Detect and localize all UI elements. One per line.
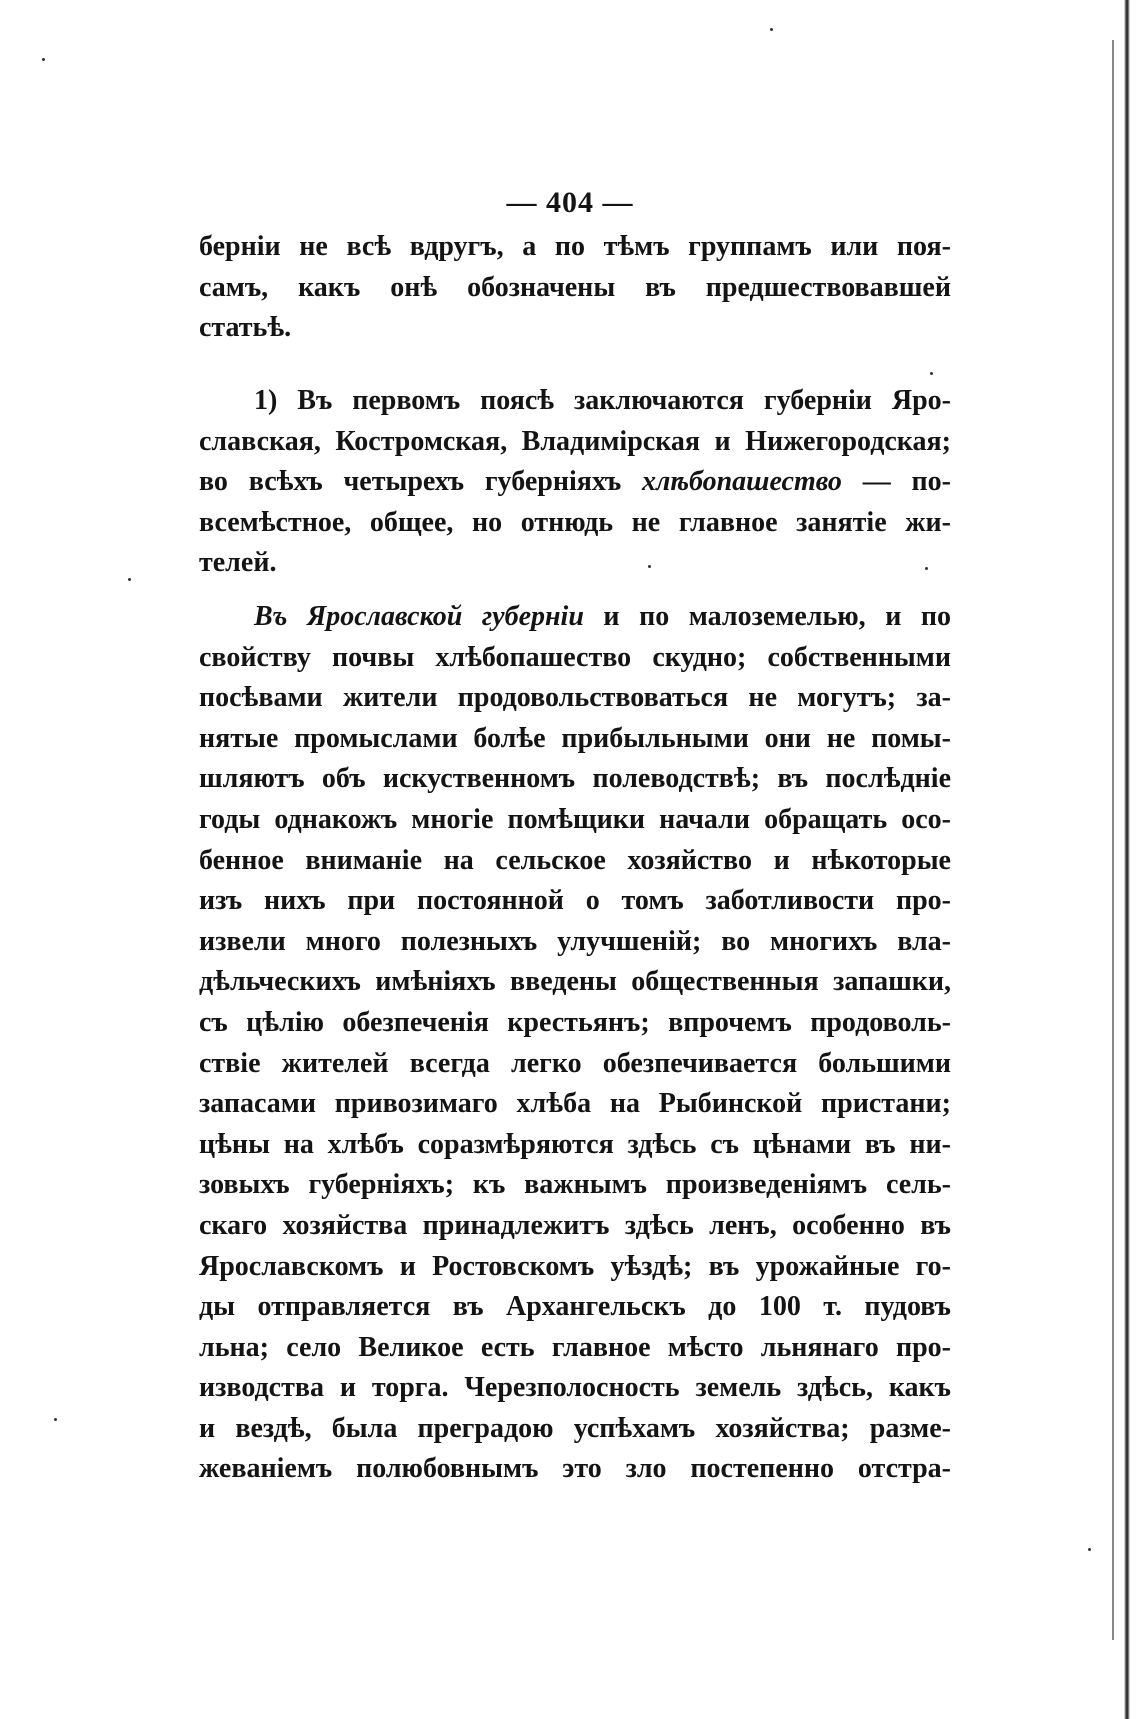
text-line: свойству почвы хлѣбопашество скудно; собственными	[199, 641, 951, 673]
text-line: запасами привозимаго хлѣба на Рыбинской пристани;	[199, 1088, 951, 1120]
text-line: дѣльческихъ имѣніяхъ введены общественныя запашки,	[199, 966, 951, 998]
scan-speck	[930, 372, 933, 375]
paragraph-1	[199, 227, 951, 349]
text-fragment: и по малоземелью, и по	[583, 601, 951, 632]
paragraph-3	[199, 597, 951, 1490]
text-line: льна; село Великое есть главное мѣсто льнянаго про-	[199, 1331, 951, 1363]
text-line: скаго хозяйства принадлежитъ здѣсь ленъ, особенно въ	[199, 1209, 951, 1241]
text-line: извели много полезныхъ улучшеній; во многихъ вла-	[199, 925, 951, 957]
scan-speck	[1088, 1548, 1091, 1551]
text-line: изъ нихъ при постоянной о томъ заботливости про-	[199, 885, 951, 917]
text-line: Ярославскомъ и Ростовскомъ уѣздѣ; въ урожайные го-	[199, 1250, 951, 1282]
text-line: берніи не всѣ вдругъ, а по тѣмъ группамъ или поя-	[199, 231, 951, 262]
text-line: ствіе жителей всегда легко обезпечивается большими	[199, 1047, 951, 1079]
scan-speck	[925, 567, 928, 570]
text-line: статьѣ.	[199, 312, 292, 344]
text-line: съ цѣлію обезпеченія крестьянъ; впрочемъ продоволь-	[199, 1006, 951, 1038]
text-line-with-emphasis	[199, 462, 951, 503]
scan-speck	[128, 578, 131, 581]
scan-speck	[770, 28, 773, 31]
text-line: шляютъ объ искуственномъ полеводствѣ; въ послѣдніе	[199, 763, 951, 795]
page-binding-edge	[1124, 0, 1130, 1719]
text-line: посѣвами жители продовольствоваться не могутъ; за-	[199, 682, 951, 714]
text-line: зовыхъ губерніяхъ; къ важнымъ произведеніямъ сель-	[199, 1169, 951, 1201]
paragraph-2	[199, 381, 951, 584]
text-line-with-lead	[199, 597, 951, 638]
text-line: бенное вниманіе на сельское хозяйство и нѣкоторые	[199, 844, 951, 876]
text-line: нятые промыслами болѣе прибыльными они не помы-	[199, 722, 951, 754]
text-line: жеваніемъ полюбовнымъ это зло постепенно отстра-	[199, 1453, 951, 1485]
scan-speck	[54, 1418, 57, 1421]
page-number: — 404 —	[506, 186, 634, 219]
text-line: всемѣстное, общее, но отнюдь не главное занятіе жи-	[199, 506, 951, 538]
text-line: ды отправляется въ Архангельскъ до 100 т. пудовъ	[199, 1291, 951, 1323]
text-line: изводства и торга. Черезполосность земель здѣсь, какъ	[199, 1372, 951, 1404]
scan-speck	[648, 565, 651, 568]
text-line: и вездѣ, была преградою успѣхамъ хозяйства; разме-	[199, 1412, 951, 1444]
text-line: годы однакожъ многіе помѣщики начали обращать осо-	[199, 803, 951, 835]
text-line: 1) Въ первомъ поясѣ заключаются губерніи Яро-	[254, 385, 951, 416]
italic-emphasis: хлѣбопашество	[641, 466, 842, 498]
scan-speck	[42, 58, 45, 61]
italic-lead: Въ Ярославской губерніи	[254, 601, 584, 632]
text-line: славская, Костромская, Владимірская и Нижегородская;	[199, 425, 951, 457]
text-line: цѣны на хлѣбъ соразмѣряются здѣсь съ цѣнами въ ни-	[199, 1128, 951, 1160]
text-fragment: — по-	[841, 466, 951, 498]
text-line: телей.	[199, 547, 277, 579]
text-fragment: во всѣхъ четырехъ губерніяхъ	[199, 466, 642, 498]
text-line: самъ, какъ онѣ обозначены въ предшествовавшей	[199, 271, 951, 303]
page-binding-shadow	[1112, 40, 1114, 1640]
